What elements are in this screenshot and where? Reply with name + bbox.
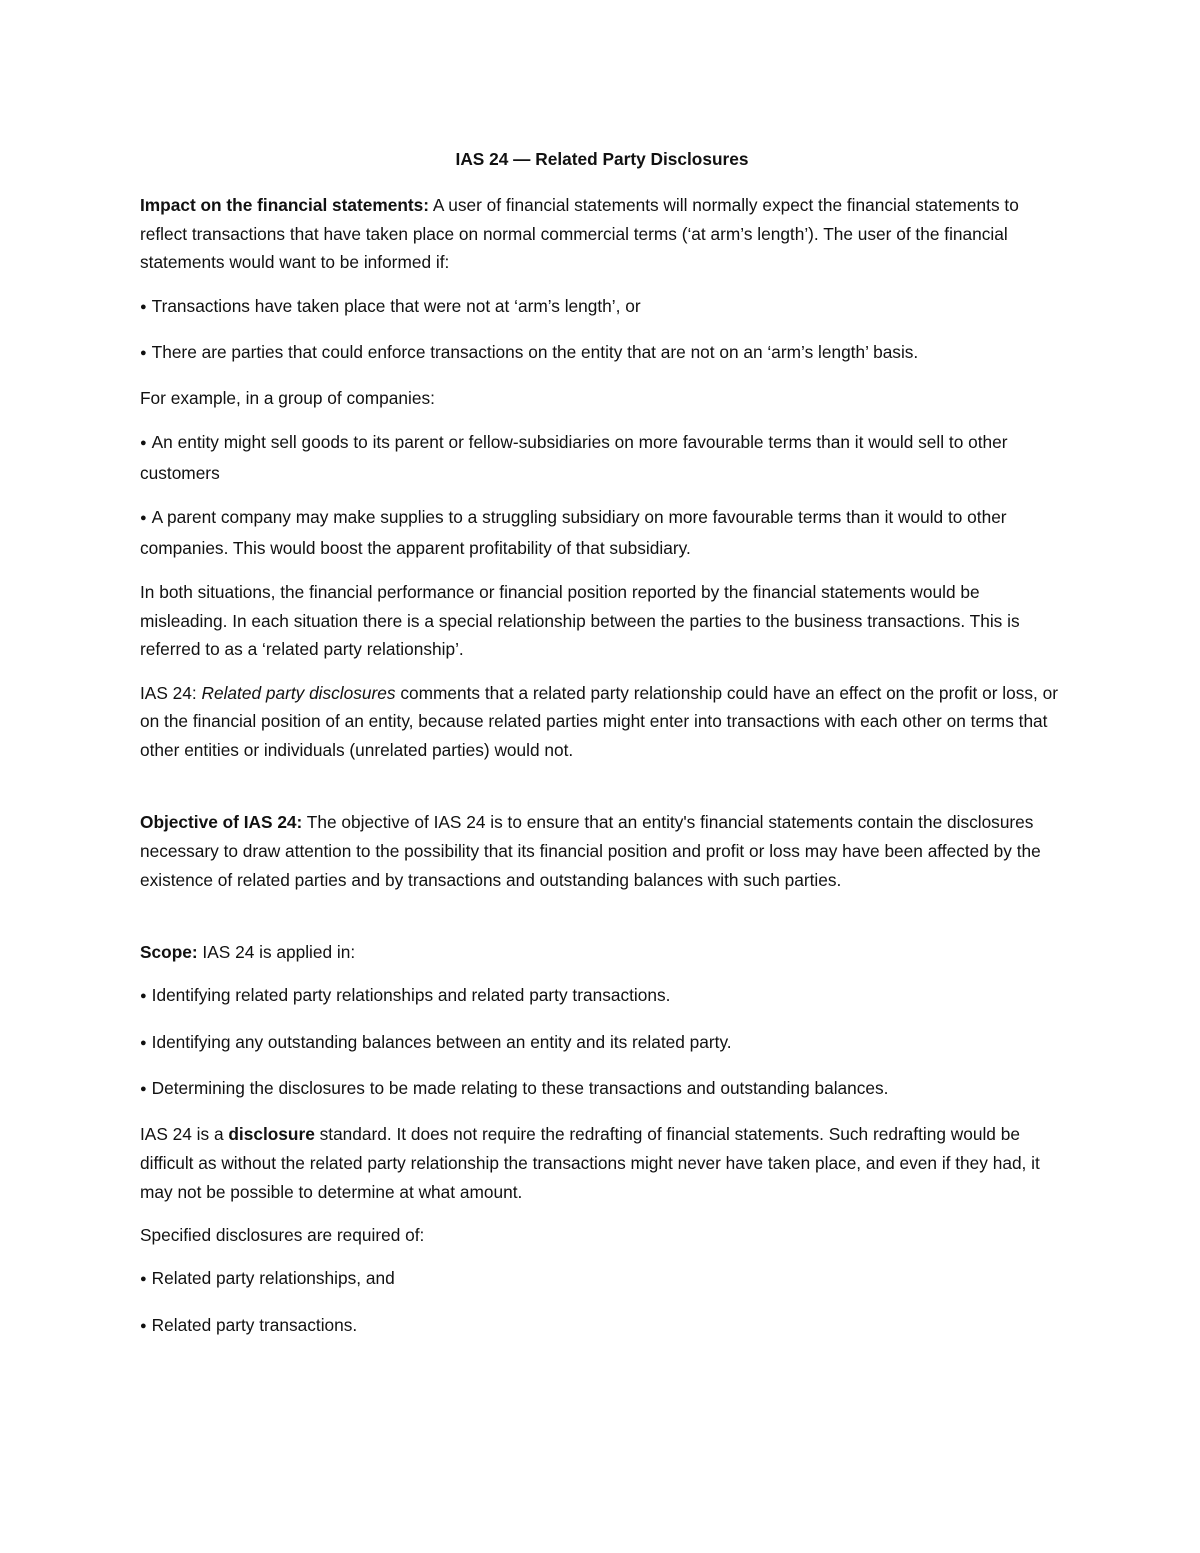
scope-heading: Scope: xyxy=(140,942,198,963)
impact-heading: Impact on the financial statements: xyxy=(140,194,430,215)
disclosure-text: standard. It does not require the redrafting of financial statements. Such redrafting would be difficult as without the related party relationship the transactions might never have taken place, and even if they had, it may not be possible to determine at what amount. xyxy=(140,1124,1040,1202)
impact-bullet-1: ● Transactions have taken place that were not at ‘arm’s length’, or xyxy=(140,292,1060,324)
specified-intro: Specified disclosures are required of: xyxy=(140,1225,425,1246)
impact-text: A user of financial statements will normally expect the financial statements to reflect transactions that have taken place on normal commercial terms (‘at arm’s length’). The user of the financial statements would want to be informed if: xyxy=(140,194,1019,273)
example-conclusion: In both situations, the financial performance or financial position reported by the financial statements would be misleading. In each situation there is a special relationship between the parties to the business transactions. This is referred to as a ‘related party relationship’. xyxy=(140,581,1020,660)
spacer xyxy=(140,780,1060,809)
scope-bullet-2: ● Identifying any outstanding balances between an entity and its related party. xyxy=(140,1028,1060,1060)
objective-heading: Objective of IAS 24: xyxy=(140,812,303,833)
objective-text: The objective of IAS 24 is to ensure that an entity's financial statements contain the disclosures necessary to draw attention to the possibility that its financial position and profit or loss may have been affected by the existence of related parties and by transactions and outstanding balances with such parties. xyxy=(140,812,1041,890)
document-title: IAS 24 — Related Party Disclosures xyxy=(455,149,749,169)
example-bullet-1: ● An entity might sell goods to its parent or fellow-subsidiaries on more favourable terms than it would sell to other customers xyxy=(140,428,1060,489)
example-bullet-2: ● A parent company may make supplies to a struggling subsidiary on more favourable terms than it would to other companies. This would boost the apparent profitability of that subsidiary. xyxy=(140,503,1060,564)
objective-paragraph xyxy=(140,808,1060,894)
ias-comment-paragraph xyxy=(140,679,1060,765)
specified-bullet-2: ● Related party transactions. xyxy=(140,1311,1060,1343)
spacer xyxy=(140,909,1060,938)
scope-paragraph xyxy=(140,938,1060,967)
scope-bullet-1: ● Identifying related party relationships and related party transactions. xyxy=(140,981,1060,1013)
impact-paragraph xyxy=(140,191,1060,277)
disclosure-prefix: IAS 24 is a xyxy=(140,1124,229,1145)
scope-bullet-3: ● Determining the disclosures to be made relating to these transactions and outstanding balances. xyxy=(140,1074,1060,1106)
ias-comment-prefix: IAS 24: xyxy=(140,682,202,703)
ias-comment-italic: Related party disclosures xyxy=(201,682,396,703)
specified-bullet-1: ● Related party relationships, and xyxy=(140,1264,1060,1296)
ias-comment-text: comments that a related party relationship could have an effect on the profit or loss, or on the financial position of an entity, because related parties might enter into transactions with each other on terms that other entities or individuals (unrelated parties) would not. xyxy=(140,682,1059,761)
scope-text: IAS 24 is applied in: xyxy=(197,942,356,963)
disclosure-bold: disclosure xyxy=(228,1124,315,1145)
example-intro: For example, in a group of companies: xyxy=(140,388,435,409)
impact-bullet-2: ● There are parties that could enforce transactions on the entity that are not on an ‘arm’s length’ basis. xyxy=(140,338,1060,370)
disclosure-standard-paragraph xyxy=(140,1120,1060,1206)
